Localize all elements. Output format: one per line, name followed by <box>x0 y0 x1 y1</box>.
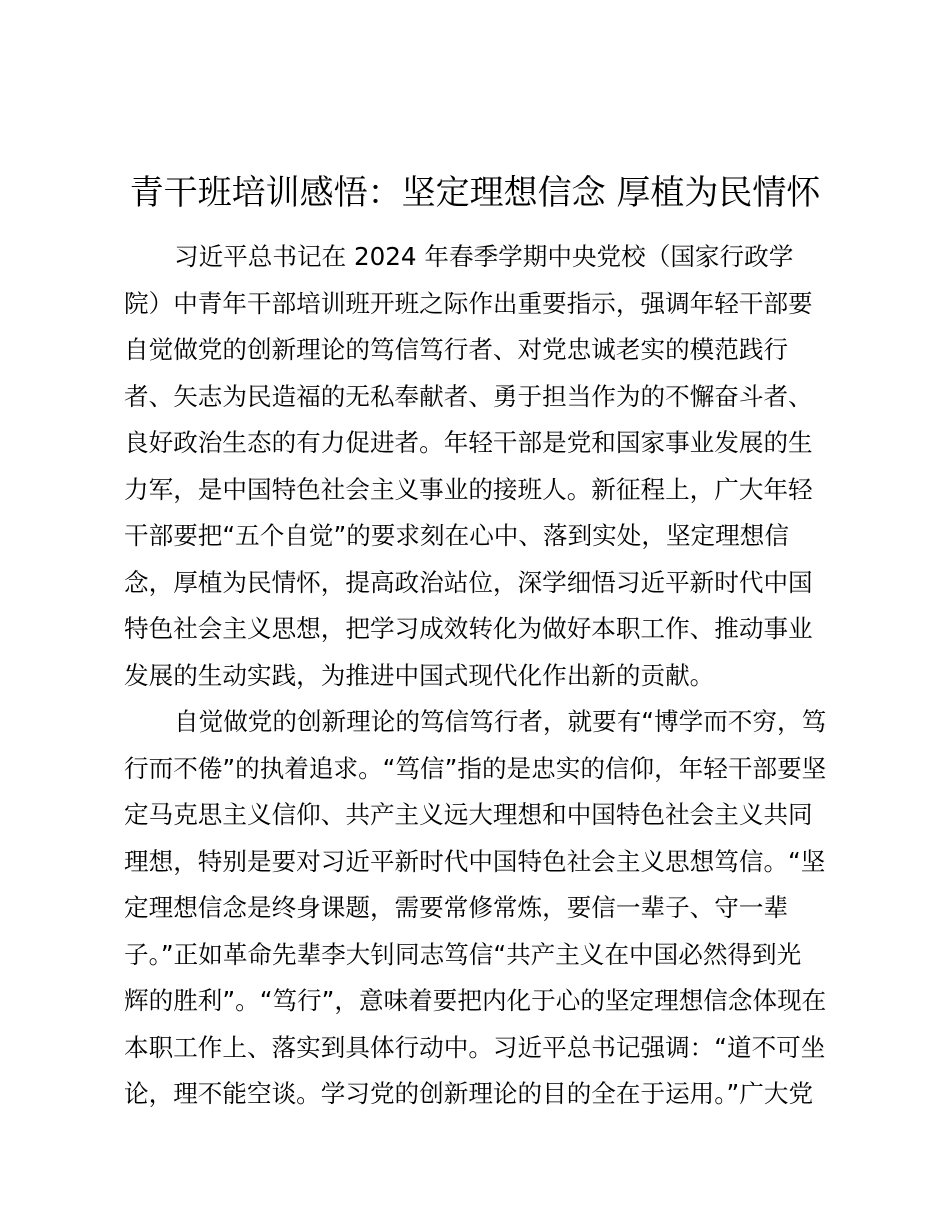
paragraph-line: 力军，是中国特色社会主义事业的接班人。新征程上，广大年轻 <box>124 474 813 504</box>
paragraph-line: 良好政治生态的有力促进者。年轻干部是党和国家事业发展的生 <box>124 428 813 457</box>
paragraph-line: 行而不倦”的执着追求。“笃信”指的是忠实的信仰，年轻干部要坚 <box>124 753 827 783</box>
paragraph-line: 发展的生动实践，为推进中国式现代化作出新的贡献。 <box>124 660 715 690</box>
paragraph-line: 自觉做党的创新理论的笃信笃行者，就要有“博学而不穷，笃 <box>174 707 827 736</box>
paragraph-line: 习近平总书记在 2024 年春季学期中央党校（国家行政学 <box>174 242 794 271</box>
paragraph-line: 定马克思主义信仰、共产主义远大理想和中国特色社会主义共同 <box>124 800 813 829</box>
document-body <box>124 234 836 1118</box>
paragraph-line: 院）中青年干部培训班开班之际作出重要指示，强调年轻干部要 <box>124 288 813 318</box>
paragraph-line: 定理想信念是终身课题，需要常修常炼，要信一辈子、守一辈 <box>124 893 789 922</box>
paragraph-line: 者、矢志为民造福的无私奉献者、勇于担当作为的不懈奋斗者、 <box>124 381 813 411</box>
paragraph-line: 念，厚植为民情怀，提高政治站位，深学细悟习近平新时代中国 <box>124 567 813 597</box>
paragraph-line: 论，理不能空谈。学习党的创新理论的目的全在于运用。”广大党 <box>124 1079 814 1108</box>
paragraph-line: 辉的胜利”。“笃行”，意味着要把内化于心的坚定理想信念体现在 <box>124 986 827 1015</box>
paragraph-line: 本职工作上、落实到具体行动中。习近平总书记强调：“道不可坐 <box>124 1032 826 1062</box>
paragraph-line: 干部要把“五个自觉”的要求刻在心中、落到实处，坚定理想信 <box>124 521 789 550</box>
paragraph-line: 理想，特别是要对习近平新时代中国特色社会主义思想笃信。“坚 <box>124 846 826 876</box>
document-title: 青干班培训感悟：坚定理想信念 厚植为民情怀 <box>129 173 821 213</box>
paragraph-line: 子。”正如革命先辈李大钊同志笃信“共产主义在中国必然得到光 <box>124 939 802 969</box>
paragraph-line: 自觉做党的创新理论的笃信笃行者、对党忠诚老实的模范践行 <box>124 335 789 364</box>
paragraph-line: 特色社会主义思想，把学习成效转化为做好本职工作、推动事业 <box>124 614 813 643</box>
